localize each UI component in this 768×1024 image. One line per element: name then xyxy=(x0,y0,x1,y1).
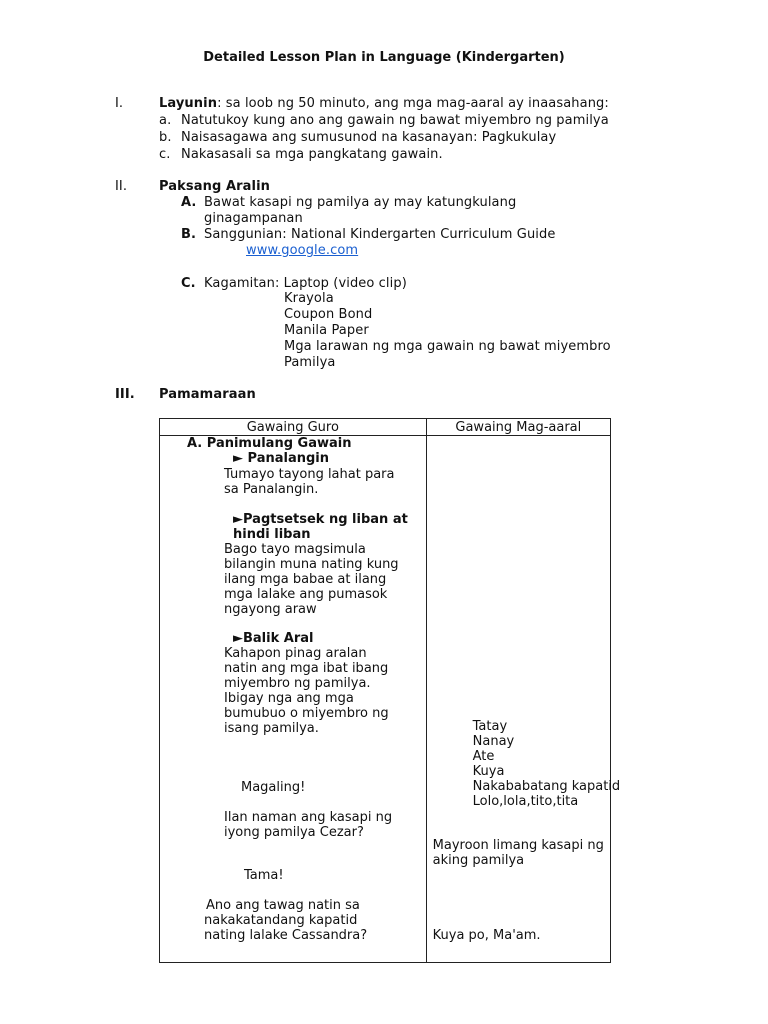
material-item: Mga larawan ng mga gawain ng bawat miyembro xyxy=(284,339,611,354)
attendance-heading: hindi liban xyxy=(233,527,311,542)
table-header-row xyxy=(160,419,611,436)
teacher-text: sa Panalangin. xyxy=(224,482,319,497)
panalangin-heading: ► Panalangin xyxy=(233,451,330,466)
objective-b-marker: b. xyxy=(159,130,172,145)
teacher-text: natin ang mga ibat ibang xyxy=(224,661,389,676)
teacher-text: ngayong araw xyxy=(224,602,317,617)
student-answer: Kuya xyxy=(472,764,505,779)
material-item: Coupon Bond xyxy=(284,307,373,322)
item-b-marker: B. xyxy=(181,227,197,242)
teacher-text: Ilan naman ang kasapi ng xyxy=(224,810,393,825)
teacher-text: miyembro ng pamilya. xyxy=(224,676,371,691)
objective-b-text: Naisasagawa ang sumusunod na kasanayan: Pagkukulay xyxy=(181,130,557,145)
teacher-praise: Tama! xyxy=(244,868,284,883)
attendance-heading: ►Pagtsetsek ng liban at xyxy=(233,512,408,527)
objective-c-text: Nakasasali sa mga pangkatang gawain. xyxy=(181,147,443,162)
section-3-heading: Pamamaraan xyxy=(159,387,256,402)
section-1-numeral: I. xyxy=(115,96,124,111)
section-2-heading: Paksang Aralin xyxy=(159,179,271,194)
teacher-text: nakakatandang kapatid xyxy=(204,913,358,928)
teacher-text: Ibigay nga ang mga xyxy=(224,691,354,706)
page-title: Detailed Lesson Plan in Language (Kindergarten) xyxy=(203,50,565,65)
teacher-text: Kahapon pinag aralan xyxy=(224,646,367,661)
objective-a-text: Natutukoy kung ano ang gawain ng bawat miyembro ng pamilya xyxy=(181,113,609,128)
teacher-text: iyong pamilya Cezar? xyxy=(224,825,364,840)
item-c-text: Kagamitan: Laptop (video clip) xyxy=(204,276,407,291)
section-1-heading: Layunin xyxy=(159,96,218,111)
teacher-text: mga lalake ang pumasok xyxy=(224,587,388,602)
student-answer: Nakababatang kapatid xyxy=(472,779,621,794)
sub-heading-a: A. Panimulang Gawain xyxy=(187,436,352,451)
item-a-marker: A. xyxy=(181,195,197,210)
teacher-text: ilang mga babae at ilang xyxy=(224,572,387,587)
table-row xyxy=(160,436,611,963)
student-answer: aking pamilya xyxy=(432,853,525,868)
student-answer: Kuya po, Ma'am. xyxy=(432,928,541,943)
item-b-text: Sanggunian: National Kindergarten Curriculum Guide xyxy=(204,227,556,242)
material-item: Krayola xyxy=(284,291,334,306)
section-1-intro: : sa loob ng 50 minuto, ang mga mag-aaral ay inaasahang: xyxy=(217,96,609,111)
teacher-text: bumubuo o miyembro ng xyxy=(224,706,389,721)
teacher-text: bilangin muna nating kung xyxy=(224,557,399,572)
student-answer: Nanay xyxy=(472,734,515,749)
student-activities-cell xyxy=(426,436,621,963)
teacher-text: nating lalake Cassandra? xyxy=(204,928,368,943)
objective-a-marker: a. xyxy=(159,113,172,128)
objective-c-marker: c. xyxy=(159,147,171,162)
student-answer: Ate xyxy=(472,749,495,764)
section-1-line xyxy=(159,96,609,111)
material-item: Manila Paper xyxy=(284,323,369,338)
material-item: Pamilya xyxy=(284,355,336,370)
item-a-line1: Bawat kasapi ng pamilya ay may katungkulang xyxy=(204,195,517,210)
teacher-text: Tumayo tayong lahat para xyxy=(224,467,395,482)
section-3-numeral: III. xyxy=(115,387,135,402)
col-header-teacher: Gawaing Guro xyxy=(160,419,427,436)
review-heading: ►Balik Aral xyxy=(233,631,314,646)
teacher-text: Bago tayo magsimula xyxy=(224,542,366,557)
student-answer: Tatay xyxy=(472,719,508,734)
teacher-activities-cell xyxy=(160,436,427,963)
teacher-praise: Magaling! xyxy=(241,780,306,795)
teacher-text: Ano ang tawag natin sa xyxy=(206,898,360,913)
student-answer: Mayroon limang kasapi ng xyxy=(432,838,604,853)
item-c-marker: C. xyxy=(181,276,196,291)
procedure-table xyxy=(159,418,621,963)
student-answer: Lolo,lola,tito,tita xyxy=(472,794,579,809)
section-2-numeral: II. xyxy=(115,179,128,194)
item-a-line2: ginagampanan xyxy=(204,211,303,226)
reference-link[interactable]: www.google.com xyxy=(246,243,359,258)
col-header-student: Gawaing Mag-aaral xyxy=(426,419,610,436)
teacher-text: isang pamilya. xyxy=(224,721,319,736)
